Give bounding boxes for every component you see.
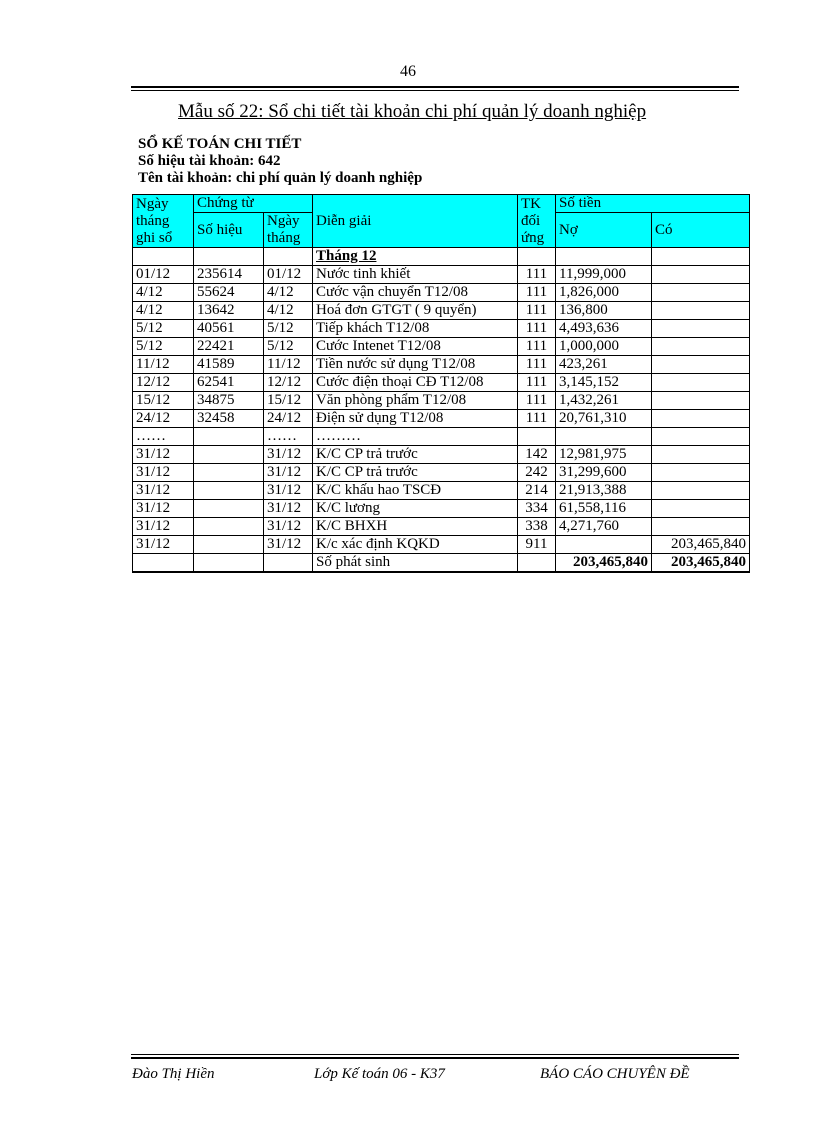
row-description: Hoá đơn GTGT ( 9 quyển) bbox=[313, 302, 518, 320]
row-voucher-date: 31/12 bbox=[264, 482, 313, 500]
row-credit bbox=[652, 356, 750, 374]
table-row bbox=[133, 482, 750, 500]
row-voucher-no: 235614 bbox=[194, 266, 264, 284]
header-debit: Nợ bbox=[556, 213, 652, 248]
account-name: Tên tài khoản: chi phí quản lý doanh nghiệp bbox=[138, 170, 423, 186]
row-description: Cước vận chuyển T12/08 bbox=[313, 284, 518, 302]
row-voucher-no: 13642 bbox=[194, 302, 264, 320]
ledger-table bbox=[132, 194, 750, 573]
row-description: K/c xác định KQKD bbox=[313, 536, 518, 554]
row-credit bbox=[652, 284, 750, 302]
table-row bbox=[133, 446, 750, 464]
row-debit: 11,999,000 bbox=[556, 266, 652, 284]
table-row bbox=[133, 302, 750, 320]
row-description: Tiền nước sử dụng T12/08 bbox=[313, 356, 518, 374]
row-voucher-date: 11/12 bbox=[264, 356, 313, 374]
row-description: Văn phòng phẩm T12/08 bbox=[313, 392, 518, 410]
row-debit: 423,261 bbox=[556, 356, 652, 374]
row-date: 15/12 bbox=[133, 392, 194, 410]
ledger-heading: SỔ KẾ TOÁN CHI TIẾT bbox=[138, 136, 302, 152]
row-description: Cước điện thoại CĐ T12/08 bbox=[313, 374, 518, 392]
row-voucher-no bbox=[194, 536, 264, 554]
row-date: 01/12 bbox=[133, 266, 194, 284]
row-description: Điện sử dụng T12/08 bbox=[313, 410, 518, 428]
page-number: 46 bbox=[400, 63, 416, 80]
row-credit bbox=[652, 410, 750, 428]
month-label: Tháng 12 bbox=[313, 248, 518, 266]
total-row bbox=[133, 554, 750, 573]
row-voucher-date: 31/12 bbox=[264, 536, 313, 554]
row-voucher-date: 4/12 bbox=[264, 302, 313, 320]
row-credit bbox=[652, 518, 750, 536]
row-date: 31/12 bbox=[133, 500, 194, 518]
row-credit: 203,465,840 bbox=[652, 536, 750, 554]
row-description: Cước Intenet T12/08 bbox=[313, 338, 518, 356]
row-account: 111 bbox=[518, 284, 556, 302]
row-voucher-date: 31/12 bbox=[264, 500, 313, 518]
header-voucher: Chứng từ bbox=[194, 195, 313, 213]
row-voucher-date: 31/12 bbox=[264, 446, 313, 464]
row-debit: 31,299,600 bbox=[556, 464, 652, 482]
row-date: 24/12 bbox=[133, 410, 194, 428]
row-account: 142 bbox=[518, 446, 556, 464]
month-row bbox=[133, 248, 750, 266]
row-description: Nước tinh khiết bbox=[313, 266, 518, 284]
table-row bbox=[133, 518, 750, 536]
row-description: ……… bbox=[313, 428, 518, 446]
row-voucher-no: 22421 bbox=[194, 338, 264, 356]
row-date: 31/12 bbox=[133, 518, 194, 536]
row-date: 5/12 bbox=[133, 338, 194, 356]
header-voucher-no: Số hiệu bbox=[194, 213, 264, 248]
row-description: K/C lương bbox=[313, 500, 518, 518]
row-debit: 4,493,636 bbox=[556, 320, 652, 338]
row-voucher-no: 34875 bbox=[194, 392, 264, 410]
row-account: 334 bbox=[518, 500, 556, 518]
row-credit bbox=[652, 320, 750, 338]
row-credit bbox=[652, 338, 750, 356]
row-credit bbox=[652, 482, 750, 500]
row-description: K/C CP trả trước bbox=[313, 446, 518, 464]
footer-class: Lớp Kế toán 06 - K37 bbox=[314, 1066, 445, 1082]
table-row bbox=[133, 464, 750, 482]
row-voucher-date: 4/12 bbox=[264, 284, 313, 302]
row-credit bbox=[652, 374, 750, 392]
footer-report: BÁO CÁO CHUYÊN ĐỀ bbox=[540, 1066, 690, 1082]
row-voucher-no bbox=[194, 482, 264, 500]
row-debit: 3,145,152 bbox=[556, 374, 652, 392]
row-date: 31/12 bbox=[133, 482, 194, 500]
row-description: K/C CP trả trước bbox=[313, 464, 518, 482]
row-voucher-no bbox=[194, 464, 264, 482]
row-voucher-no bbox=[194, 518, 264, 536]
row-account: 111 bbox=[518, 410, 556, 428]
row-debit: 61,558,116 bbox=[556, 500, 652, 518]
table-row bbox=[133, 536, 750, 554]
row-debit bbox=[556, 536, 652, 554]
footer-author: Đào Thị Hiền bbox=[132, 1066, 215, 1082]
header-date: Ngày tháng ghi sổ bbox=[133, 195, 194, 248]
row-debit: 1,000,000 bbox=[556, 338, 652, 356]
table-row bbox=[133, 410, 750, 428]
ledger-heading-block bbox=[138, 136, 422, 187]
row-account bbox=[518, 428, 556, 446]
table-row bbox=[133, 284, 750, 302]
row-date: 31/12 bbox=[133, 446, 194, 464]
form-title: Mẫu số 22: Sổ chi tiết tài khoản chi phí quản lý doanh nghiệp bbox=[178, 101, 647, 122]
table-row bbox=[133, 392, 750, 410]
row-account: 111 bbox=[518, 356, 556, 374]
total-label: Số phát sinh bbox=[313, 554, 518, 573]
header-credit: Có bbox=[652, 213, 750, 248]
row-description: Tiếp khách T12/08 bbox=[313, 320, 518, 338]
row-voucher-date: 24/12 bbox=[264, 410, 313, 428]
row-account: 111 bbox=[518, 266, 556, 284]
header-amount: Số tiền bbox=[556, 195, 750, 213]
table-row bbox=[133, 320, 750, 338]
table-row bbox=[133, 500, 750, 518]
table-row bbox=[133, 338, 750, 356]
row-voucher-date: 12/12 bbox=[264, 374, 313, 392]
row-debit: 4,271,760 bbox=[556, 518, 652, 536]
total-debit: 203,465,840 bbox=[556, 554, 652, 573]
row-voucher-no: 55624 bbox=[194, 284, 264, 302]
row-credit bbox=[652, 392, 750, 410]
footer-rule bbox=[131, 1054, 739, 1059]
row-credit bbox=[652, 302, 750, 320]
table-row bbox=[133, 374, 750, 392]
header-account: TK đối ứng bbox=[518, 195, 556, 248]
row-account: 111 bbox=[518, 320, 556, 338]
row-voucher-no: 40561 bbox=[194, 320, 264, 338]
row-date: 4/12 bbox=[133, 284, 194, 302]
row-credit bbox=[652, 500, 750, 518]
header-voucher-date: Ngày tháng bbox=[264, 213, 313, 248]
row-date: 12/12 bbox=[133, 374, 194, 392]
row-voucher-no bbox=[194, 500, 264, 518]
table-row bbox=[133, 266, 750, 284]
row-credit bbox=[652, 446, 750, 464]
row-account: 214 bbox=[518, 482, 556, 500]
row-account: 911 bbox=[518, 536, 556, 554]
row-voucher-date: 5/12 bbox=[264, 320, 313, 338]
header-description: Diễn giải bbox=[313, 195, 518, 248]
row-debit bbox=[556, 428, 652, 446]
row-account: 111 bbox=[518, 338, 556, 356]
row-voucher-date: 15/12 bbox=[264, 392, 313, 410]
row-date: 31/12 bbox=[133, 464, 194, 482]
row-debit: 1,826,000 bbox=[556, 284, 652, 302]
table-row bbox=[133, 356, 750, 374]
row-account: 111 bbox=[518, 302, 556, 320]
row-voucher-date: 31/12 bbox=[264, 464, 313, 482]
row-description: K/C khấu hao TSCĐ bbox=[313, 482, 518, 500]
account-number: Số hiệu tài khoản: 642 bbox=[138, 153, 281, 169]
row-account: 111 bbox=[518, 392, 556, 410]
row-debit: 20,761,310 bbox=[556, 410, 652, 428]
row-voucher-date: 5/12 bbox=[264, 338, 313, 356]
header-rule bbox=[131, 86, 739, 91]
row-debit: 1,432,261 bbox=[556, 392, 652, 410]
row-date: 11/12 bbox=[133, 356, 194, 374]
row-description: K/C BHXH bbox=[313, 518, 518, 536]
row-voucher-date: …… bbox=[264, 428, 313, 446]
row-date: …… bbox=[133, 428, 194, 446]
row-account: 242 bbox=[518, 464, 556, 482]
row-voucher-no bbox=[194, 428, 264, 446]
row-voucher-no: 62541 bbox=[194, 374, 264, 392]
row-date: 4/12 bbox=[133, 302, 194, 320]
row-account: 338 bbox=[518, 518, 556, 536]
row-debit: 21,913,388 bbox=[556, 482, 652, 500]
row-date: 5/12 bbox=[133, 320, 194, 338]
row-account: 111 bbox=[518, 374, 556, 392]
row-date: 31/12 bbox=[133, 536, 194, 554]
row-credit bbox=[652, 266, 750, 284]
total-credit: 203,465,840 bbox=[652, 554, 750, 573]
row-voucher-date: 31/12 bbox=[264, 518, 313, 536]
row-debit: 12,981,975 bbox=[556, 446, 652, 464]
row-voucher-no: 32458 bbox=[194, 410, 264, 428]
row-voucher-no bbox=[194, 446, 264, 464]
table-row bbox=[133, 428, 750, 446]
row-credit bbox=[652, 428, 750, 446]
row-voucher-no: 41589 bbox=[194, 356, 264, 374]
row-voucher-date: 01/12 bbox=[264, 266, 313, 284]
row-debit: 136,800 bbox=[556, 302, 652, 320]
row-credit bbox=[652, 464, 750, 482]
